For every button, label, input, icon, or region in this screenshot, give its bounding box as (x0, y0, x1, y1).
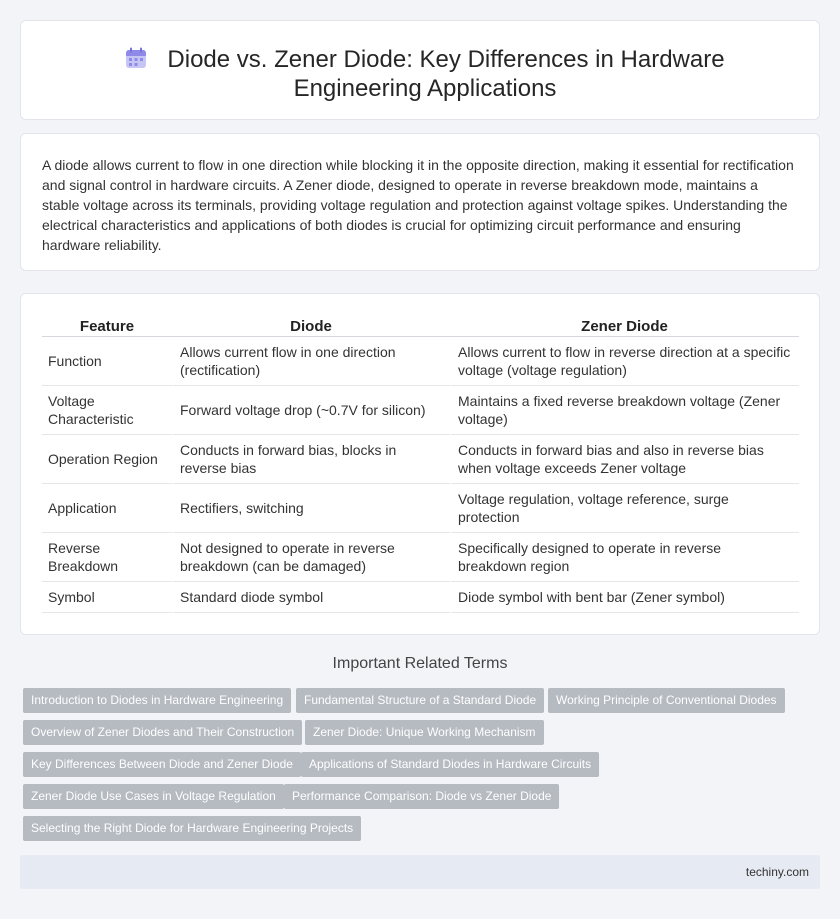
footer-site-link[interactable]: techiny.com (745, 865, 809, 879)
table-row (42, 533, 799, 582)
zener-cell: Diode symbol with bent bar (Zener symbol) (450, 582, 799, 613)
diode-cell: Rectifiers, switching (172, 484, 450, 533)
footer (20, 855, 820, 889)
table-row (42, 435, 799, 484)
zener-cell: Allows current to flow in reverse direction at a specific voltage (voltage regulation) (450, 337, 799, 386)
related-terms-heading: Important Related Terms (332, 655, 508, 672)
table-row (42, 582, 799, 613)
feature-cell: Function (42, 337, 172, 386)
diode-cell: Standard diode symbol (172, 582, 450, 613)
feature-cell: Operation Region (42, 435, 172, 484)
feature-cell: Reverse Breakdown (42, 533, 172, 582)
related-term-tag[interactable]: Selecting the Right Diode for Hardware Engineering Projects (23, 816, 361, 841)
feature-cell: Voltage Characteristic (42, 386, 172, 435)
comparison-table (42, 315, 799, 613)
diode-cell: Forward voltage drop (~0.7V for silicon) (172, 386, 450, 435)
related-term-tag[interactable]: Zener Diode Use Cases in Voltage Regulation (23, 784, 284, 809)
diode-cell: Conducts in forward bias, blocks in reverse bias (172, 435, 450, 484)
table-row (42, 386, 799, 435)
related-term-tag[interactable]: Introduction to Diodes in Hardware Engineering (23, 688, 291, 713)
table-row (42, 484, 799, 533)
intro-paragraph: A diode allows current to flow in one direction while blocking it in the opposite direction, making it essential for rectification and signal control in hardware circuits. A Zener diode, designed to operate in reverse breakdown mode, maintains a stable voltage across its terminals, providing voltage regulation and protection against voltage spikes. Understanding the electrical characteristics and applications of both diodes is crucial for optimizing circuit performance and ensuring hardware reliability. (42, 157, 794, 253)
diode-cell: Allows current flow in one direction (rectification) (172, 337, 450, 386)
feature-cell: Application (42, 484, 172, 533)
zener-cell: Specifically designed to operate in reverse breakdown region (450, 533, 799, 582)
title-card (20, 20, 820, 120)
zener-cell: Voltage regulation, voltage reference, surge protection (450, 484, 799, 533)
related-term-tag[interactable]: Zener Diode: Unique Working Mechanism (305, 720, 544, 745)
header-diode: Diode (172, 315, 450, 337)
page-title: Diode vs. Zener Diode: Key Differences in Hardware Engineering Applications (167, 46, 725, 102)
table-header-row (42, 315, 799, 337)
zener-cell: Maintains a fixed reverse breakdown voltage (Zener voltage) (450, 386, 799, 435)
related-term-tag[interactable]: Overview of Zener Diodes and Their Construction (23, 720, 302, 745)
calendar-icon (125, 47, 147, 69)
table-row (42, 337, 799, 386)
related-term-tag[interactable]: Performance Comparison: Diode vs Zener Diode (284, 784, 559, 809)
related-term-tag[interactable]: Fundamental Structure of a Standard Diode (296, 688, 544, 713)
header-feature: Feature (42, 315, 172, 337)
comparison-card (20, 293, 820, 635)
header-zener-diode: Zener Diode (450, 315, 799, 337)
page-title-wrap (61, 45, 789, 103)
intro-card (20, 133, 820, 271)
related-term-tag[interactable]: Working Principle of Conventional Diodes (548, 688, 785, 713)
diode-cell: Not designed to operate in reverse breakdown (can be damaged) (172, 533, 450, 582)
zener-cell: Conducts in forward bias and also in reverse bias when voltage exceeds Zener voltage (450, 435, 799, 484)
related-term-tag[interactable]: Key Differences Between Diode and Zener Diode (23, 752, 301, 777)
related-term-tag[interactable]: Applications of Standard Diodes in Hardware Circuits (301, 752, 599, 777)
feature-cell: Symbol (42, 582, 172, 613)
